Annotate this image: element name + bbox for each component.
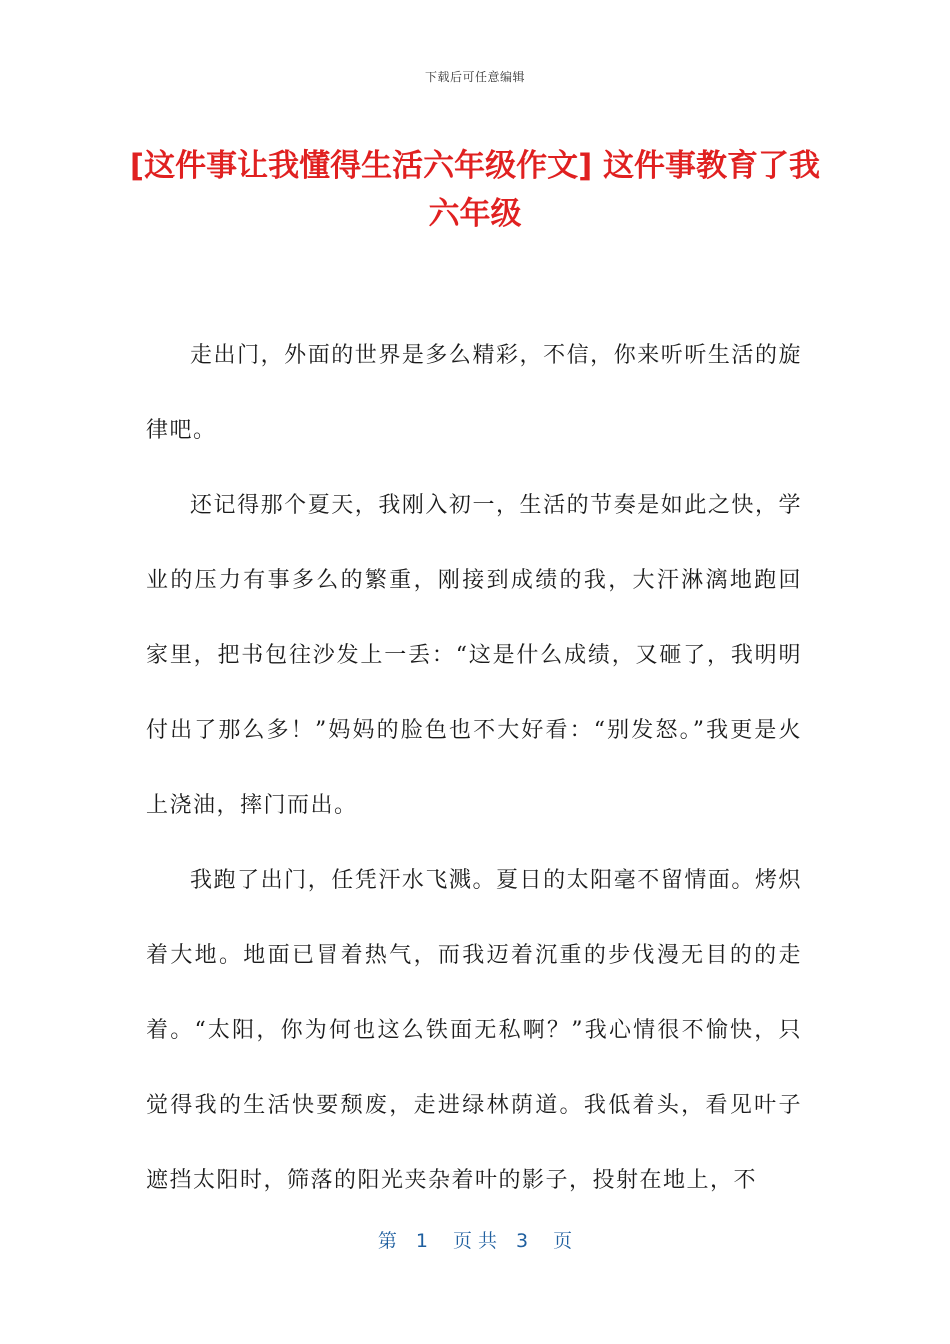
page-number-footer: 第 1 页 共 3 页 — [377, 1230, 573, 1252]
paragraph: 我跑了出门，任凭汗水飞溅。夏日的太阳毫不留情面。烤炽着大地。地面已冒着热气，而我迈着沉重的步伐漫无目的的走着。“太阳，你为何也这么铁面无私啊？”我心情很不愉快，只觉得我的生活快要颓废，走进绿林荫道。我低着头，看见叶子遮挡太阳时，筛落的阳光夹杂着叶的影子，投射在地上，不 — [146, 868, 802, 1193]
header-note: 下载后可任意编辑 — [424, 70, 525, 84]
document-title: [这件事让我懂得生活六年级作文] 这件事教育了我六年级 — [129, 148, 821, 232]
paragraph: 还记得那个夏天，我刚入初一，生活的节奏是如此之快，学业的压力有事多么的繁重，刚接到成绩的我，大汗淋漓地跑回家里，把书包往沙发上一丢：“这是什么成绩，又砸了，我明明付出了那么多！”妈妈的脸色也不大好看：“别发怒。”我更是火上浇油，摔门而出。 — [146, 493, 802, 818]
document-body — [146, 318, 802, 1218]
paragraph: 走出门，外面的世界是多么精彩，不信，你来听听生活的旋律吧。 — [146, 343, 802, 443]
